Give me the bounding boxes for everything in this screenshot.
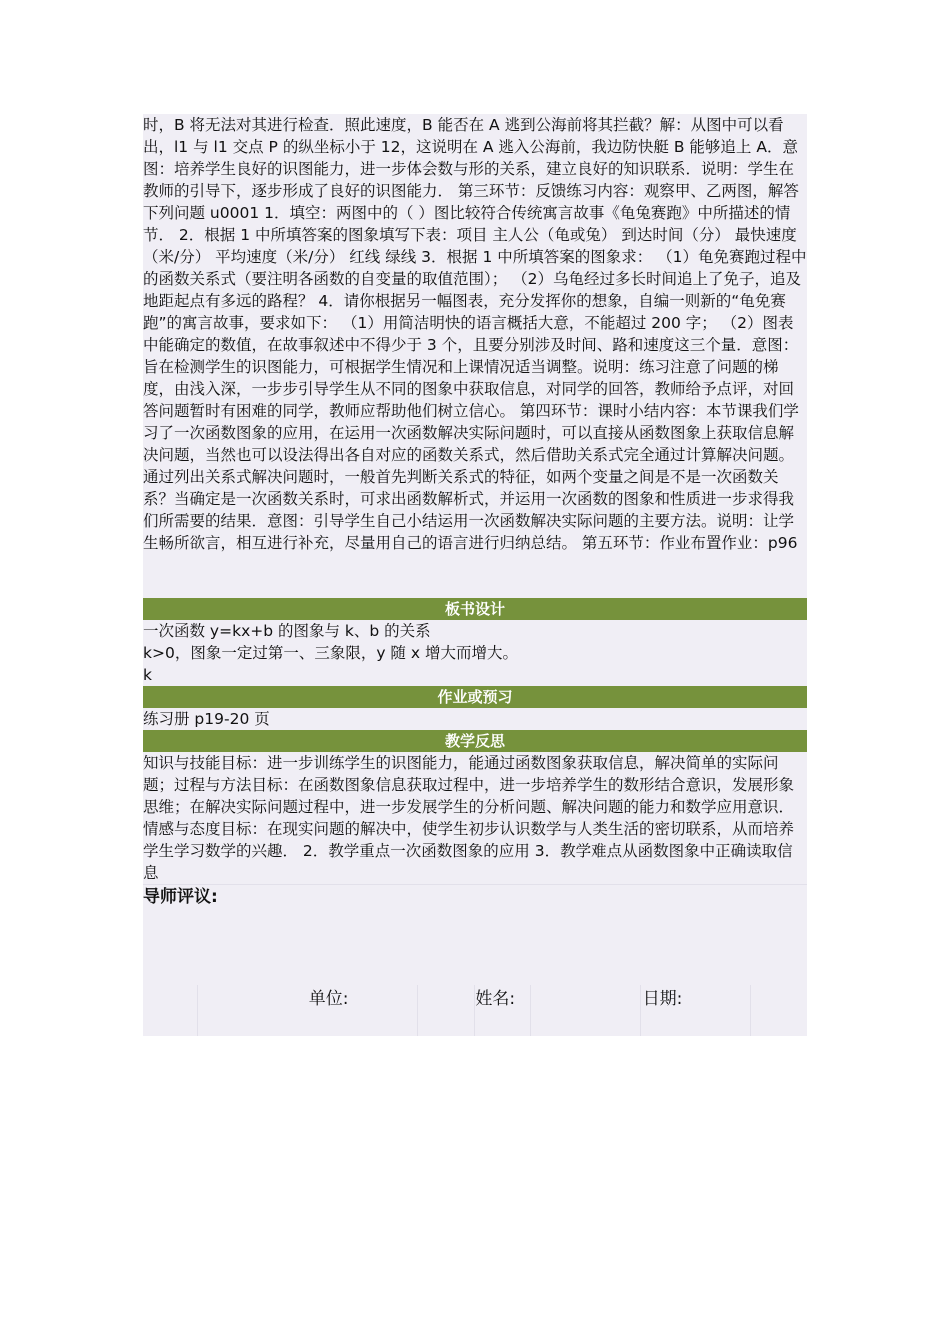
lesson-plan-sheet bbox=[143, 114, 807, 1036]
lesson-body-text: 时，B 将无法对其进行检查．照此速度，B 能否在 A 逃到公海前将其拦截？解：从图中可以看出，l1 与 l1 交点 P 的纵坐标小于 12，这说明在 A 逃入公海前，我边防快艇 B 能够追上 A．意图：培养学生良好的识图能力，进一步体会数与形的关系，建立良好的知识联系．说明：学生在教师的引导下，逐步形成了良好的识图能力． 第三环节：反馈练习内容：观察甲、乙两图，解答下列问题 u0001 1．填空：两图中的（ ）图比较符合传统寓言故事《龟兔赛跑》中所描述的情节． 2．根据 1 中所填答案的图象填写下表：项目 主人公（龟或兔） 到达时间（分） 最快速度（米/分） 平均速度（米/分） 红线 绿线 3．根据 1 中所填答案的图象求： （1）龟免赛跑过程中的函数关系式（要注明各函数的自变量的取值范围）； （2）乌龟经过多长时间追上了免子，追及地距起点有多远的路程？ 4．请你根据另一幅图表，充分发挥你的想象，自编一则新的“龟免赛跑”的寓言故事，要求如下： （1）用简洁明快的语言概括大意，不能超过 200 字； （2）图表中能确定的数值，在故事叙述中不得少于 3 个，且要分别涉及时间、路和速度这三个量．意图：旨在检测学生的识图能力，可根据学生情况和上课情况适当调整。说明：练习注意了问题的梯度，由浅入深，一步步引导学生从不同的图象中获取信息，对同学的回答，教师给予点评，对回答问题暂时有困难的同学，教师应帮助他们树立信心。 第四环节：课时小结内容：本节课我们学习了一次函数图象的应用，在运用一次函数解决实际问题时，可以直接从函数图象上获取信息解决问题，当然也可以设法得出各自对应的函数关系式，然后借助关系式完全通过计算解决问题。通过列出关系式解决问题时，一般首先判断关系式的特征，如两个变量之间是不是一次函数关系？当确定是一次函数关系时，可求出函数解析式，并运用一次函数的图象和性质进一步求得我们所需要的结果．意图：引导学生自己小结运用一次函数解决实际问题的主要方法。说明：让学生畅所欲言，相互进行补充，尽量用自己的语言进行归纳总结。 第五环节：作业布置作业：p96 bbox=[143, 114, 807, 598]
reflection-text: 知识与技能目标：进一步训练学生的识图能力，能通过函数图象获取信息，解决简单的实际问题；过程与方法目标：在函数图象信息获取过程中，进一步培养学生的数形结合意识，发展形象思维；在解决实际问题过程中，进一步发展学生的分析问题、解决问题的能力和数学应用意识．情感与态度目标：在现实问题的解决中，使学生初步认识数学与人类生活的密切联系，从而培养学生学习数学的兴趣． 2．教学重点一次函数图象的应用 3．教学难点从函数图象中正确读取信息 bbox=[143, 752, 807, 884]
review-title: 导师评议: bbox=[143, 887, 218, 907]
board-design-header: 板书设计 bbox=[143, 598, 807, 620]
board-design-content bbox=[143, 620, 807, 686]
homework-header: 作业或预习 bbox=[143, 686, 807, 708]
date-label: 日期: bbox=[641, 985, 752, 1036]
signature-row bbox=[143, 985, 807, 1036]
unit-label: 单位: bbox=[198, 985, 419, 1036]
homework-text: 练习册 p19-20 页 bbox=[143, 708, 807, 730]
board-line: k bbox=[143, 666, 152, 684]
review-box bbox=[143, 884, 807, 985]
signature-cell bbox=[143, 985, 198, 1036]
signature-cell bbox=[418, 985, 475, 1036]
signature-cell bbox=[751, 985, 807, 1036]
reflection-header: 教学反思 bbox=[143, 730, 807, 752]
name-label: 姓名: bbox=[475, 985, 531, 1036]
board-line: 一次函数 y=kx+b 的图象与 k、b 的关系 bbox=[143, 622, 431, 640]
signature-cell bbox=[531, 985, 641, 1036]
board-line: k>0，图象一定过第一、三象限，y 随 x 增大而增大。 bbox=[143, 644, 518, 662]
